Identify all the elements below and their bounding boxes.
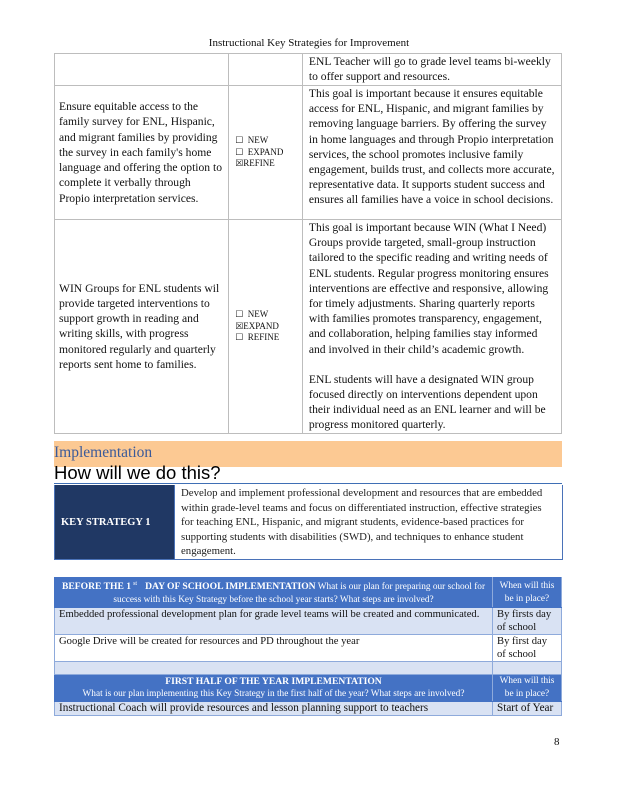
plan-cell: Embedded professional development plan for grade level teams will be created and communicated. (55, 608, 493, 635)
status-cell (229, 220, 303, 434)
status-option-expand[interactable] (235, 147, 298, 159)
plan-row (55, 702, 562, 716)
section-title: FIRST HALF OF THE YEAR IMPLEMENTATION (165, 676, 382, 688)
rationale-cell (302, 220, 561, 434)
checkbox-checked-icon: ☒ (235, 320, 244, 331)
checkbox-unchecked-icon: ☐ (235, 146, 244, 157)
before-section-header (55, 578, 562, 608)
page-number: 8 (554, 736, 560, 748)
page-header: Instructional Key Strategies for Improvement (208, 37, 410, 49)
when-cell (493, 662, 562, 675)
status-label: REFINE (243, 158, 275, 169)
goal-cell (55, 54, 229, 86)
first-half-section-title (55, 675, 493, 702)
plan-cell: Instructional Coach will provide resources and lesson planning support to teachers (55, 702, 493, 716)
checkbox-unchecked-icon: ☐ (235, 135, 244, 146)
when-cell: Start of Year (493, 702, 562, 716)
status-option-new[interactable] (235, 309, 298, 321)
checkbox-unchecked-icon: ☐ (235, 309, 244, 320)
status-option-refine[interactable] (235, 332, 298, 344)
implementation-table (54, 577, 562, 716)
before-section-title (55, 578, 493, 608)
status-option-expand[interactable] (235, 321, 298, 333)
section-subtitle: What is our plan for preparing our school for success with this Key Strategy before the school year starts? What steps are involved? (113, 582, 486, 606)
rationale-cell: This goal is important because it ensures equitable access for ENL, Hispanic, and migrant families by removing language barriers. By offering the survey in home languages and through Propio interpretation services, the school promotes inclusive family engagement, builds trust, and collects more accurate, representative data. It supports student success and ensures all families have a voice in school decisions. (302, 86, 561, 220)
status-label: NEW (247, 309, 269, 320)
status-option-refine[interactable] (235, 158, 298, 170)
implementation-question: How will we do this? (54, 462, 221, 483)
plan-row-empty (55, 662, 562, 675)
section-title-sup: st (133, 581, 138, 587)
when-header: When will this be in place? (493, 675, 562, 702)
key-strategy-box (54, 485, 563, 560)
when-cell: By first day of school (493, 635, 562, 662)
section-title-pre: BEFORE THE 1 (61, 581, 132, 593)
goals-row (55, 86, 562, 220)
when-cell: By firsts day of school (493, 608, 562, 635)
goals-row (55, 220, 562, 434)
implementation-label: Implementation (54, 444, 153, 461)
divider (54, 483, 562, 484)
status-label: EXPAND (247, 146, 284, 157)
rationale-cell: ENL Teacher will go to grade level teams bi-weekly to offer support and resources. (302, 54, 561, 86)
key-strategy-text: Develop and implement professional development and resources that are embedded within grade-level teams and focus on differentiated instruction, effective strategies for teaching ENL, Hispanic, and migrant students, evidence-based practices for supporting students with disabilities (SWD), and techniques to enhance student engagement. (181, 487, 543, 558)
status-cell (229, 54, 303, 86)
plan-row (55, 608, 562, 635)
key-strategy-label: KEY STRATEGY 1 (55, 485, 175, 559)
rationale-paragraph: ENL students will have a designated WIN group focused directly on interventions dependent upon their individual need as an ENL learner and will be progress monitored quarterly. (308, 372, 546, 432)
goals-row (55, 54, 562, 86)
plan-row (55, 635, 562, 662)
status-cell (229, 86, 303, 220)
rationale-paragraph: This goal is important because WIN (What I Need) Groups provide targeted, small-group instruction tailored to the specific reading and writing needs of ENL students. Regular progress monitoring ensures interventions are effective and responsive, allowing for timely adjustments. Sharing quarterly reports with families promotes transparency, engagement, and collaboration, helping families stay informed and involved in their child’s academic growth. (308, 221, 549, 356)
status-label: REFINE (247, 332, 280, 343)
plan-cell (55, 662, 493, 675)
goals-table (54, 53, 562, 434)
checkbox-unchecked-icon: ☐ (235, 332, 244, 343)
status-option-new[interactable] (235, 135, 298, 147)
status-label: NEW (247, 135, 269, 146)
section-subtitle: What is our plan implementing this Key Strategy in the first half of the year? What steps are involved? (82, 689, 465, 700)
goal-cell: Ensure equitable access to the family survey for ENL, Hispanic, and migrant families by providing the survey in each family's home language and offering the option to complete it verbally through Propio interpretation services. (55, 86, 229, 220)
section-title-post: DAY OF SCHOOL IMPLEMENTATION (145, 581, 316, 593)
status-label: EXPAND (243, 320, 279, 331)
first-half-section-header (55, 675, 562, 702)
plan-cell: Google Drive will be created for resources and PD throughout the year (55, 635, 493, 662)
when-header: When will this be in place? (493, 578, 562, 608)
checkbox-checked-icon: ☒ (235, 158, 244, 169)
goal-cell: WIN Groups for ENL students wil provide targeted interventions to support growth in reading and writing skills, with progress monitored regularly and quarterly reports sent home to families. (55, 220, 229, 434)
